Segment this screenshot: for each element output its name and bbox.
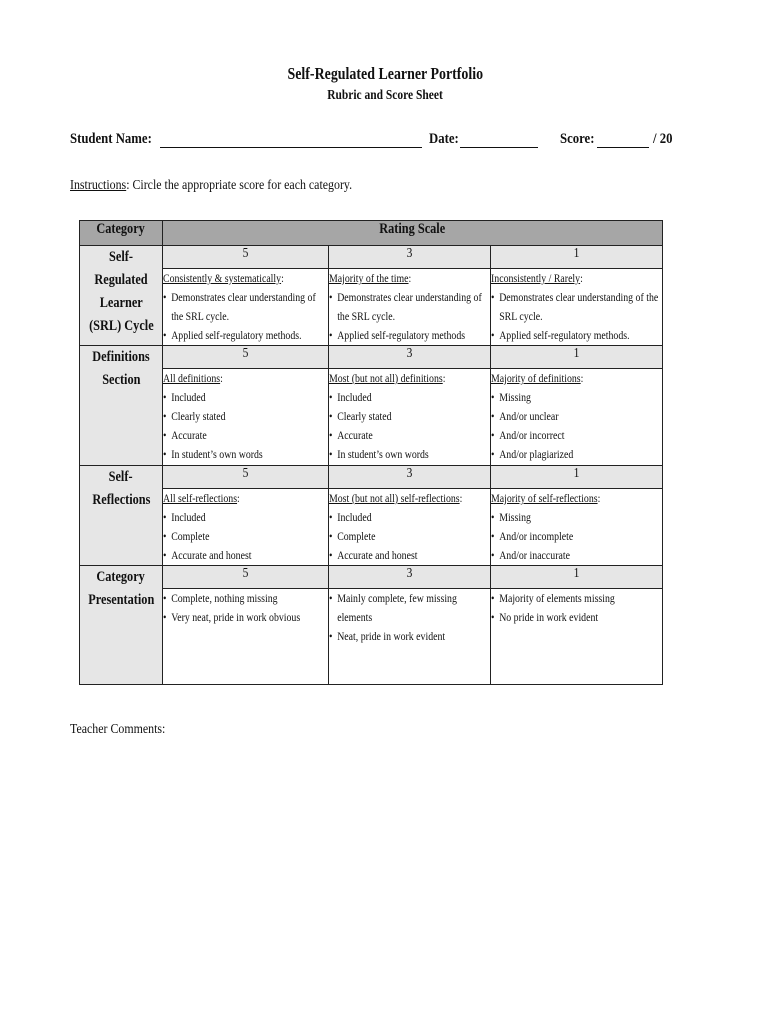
score-value: 1: [573, 466, 580, 481]
score-option[interactable]: [491, 566, 663, 589]
criteria-list: [163, 288, 328, 345]
category-label-line: Section: [101, 372, 141, 388]
criteria-heading: All self-reflections:: [163, 491, 240, 505]
criteria-heading: Inconsistently / Rarely:: [491, 271, 583, 285]
criteria-heading: Majority of self-reflections:: [491, 491, 601, 505]
category-label-line: Presentation: [87, 592, 155, 608]
criteria-heading: Majority of the time:: [329, 271, 412, 285]
score-value: 3: [406, 346, 413, 361]
criteria-item: • Complete: [163, 527, 328, 546]
criteria-item: • And/or incorrect: [491, 426, 662, 445]
category-cell: [80, 466, 163, 566]
criteria-item: • Accurate: [329, 426, 490, 445]
criteria-list: [491, 589, 662, 627]
criteria-item: • Applied self-regulatory methods.: [491, 326, 662, 345]
student-info-fields: [70, 131, 673, 151]
criteria-list: [491, 288, 662, 345]
category-label-line: Self-: [109, 469, 133, 485]
score-option[interactable]: [329, 246, 491, 269]
criteria-item: • Included: [163, 388, 328, 407]
score-value: 5: [242, 246, 249, 261]
score-option[interactable]: [329, 346, 491, 369]
description-row: [80, 489, 663, 566]
criteria-item: • Applied self-regulatory methods.: [163, 326, 328, 345]
criteria-item: • No pride in work evident: [491, 608, 662, 627]
criteria-item: • Complete, nothing missing: [163, 589, 328, 608]
score-value: 3: [406, 246, 413, 261]
criteria-item: • Missing: [491, 388, 662, 407]
criteria-item: • Majority of elements missing: [491, 589, 662, 608]
rubric-table: [79, 220, 663, 685]
score-option[interactable]: [491, 466, 663, 489]
score-value: 5: [242, 466, 249, 481]
criteria-cell: [163, 589, 329, 685]
teacher-comments-label: Teacher Comments:: [70, 722, 166, 737]
criteria-item: • Missing: [491, 508, 662, 527]
criteria-cell: [163, 369, 329, 466]
header-category: Category: [80, 221, 163, 246]
date-label: Date:: [429, 131, 459, 147]
criteria-item: • Demonstrates clear understanding of the SRL cycle.: [163, 288, 328, 326]
score-option[interactable]: [491, 246, 663, 269]
score-value: 5: [242, 346, 249, 361]
criteria-item: • Demonstrates clear understanding of the SRL cycle.: [491, 288, 662, 326]
score-value: 5: [242, 566, 249, 581]
score-value: 1: [573, 346, 580, 361]
criteria-item: • Clearly stated: [329, 407, 490, 426]
score-option[interactable]: [163, 566, 329, 589]
score-option[interactable]: [163, 346, 329, 369]
page-subtitle: Rubric and Score Sheet: [327, 88, 443, 103]
category-cell: [80, 246, 163, 346]
score-row: [80, 246, 663, 269]
criteria-list: [329, 388, 490, 464]
category-label-line: Definitions: [92, 349, 150, 365]
date-field[interactable]: [429, 131, 538, 148]
score-row: [80, 466, 663, 489]
student-name-line[interactable]: [160, 133, 422, 148]
score-option[interactable]: [163, 246, 329, 269]
criteria-item: • Neat, pride in work evident: [329, 627, 490, 646]
criteria-list: [163, 508, 328, 565]
criteria-list: [329, 589, 490, 646]
table-header-row: [80, 221, 663, 246]
score-value: 3: [406, 466, 413, 481]
criteria-item: • And/or inaccurate: [491, 546, 662, 565]
score-field[interactable]: [560, 131, 675, 148]
title-block: [0, 64, 770, 104]
criteria-item: • Very neat, pride in work obvious: [163, 608, 328, 627]
criteria-list: [329, 508, 490, 565]
score-value: 1: [573, 566, 580, 581]
criteria-item: • Accurate: [163, 426, 328, 445]
category-label-line: (SRL) Cycle: [88, 318, 154, 334]
category-label-line: Self-Regulated: [94, 249, 148, 288]
criteria-list: [163, 388, 328, 464]
category-label-line: Category: [96, 569, 146, 585]
score-option[interactable]: [163, 466, 329, 489]
criteria-heading: Majority of definitions:: [491, 371, 584, 385]
category-cell: [80, 566, 163, 685]
criteria-item: • Included: [163, 508, 328, 527]
criteria-item: • Applied self-regulatory methods: [329, 326, 490, 345]
header-rating-scale: Rating Scale: [163, 221, 663, 246]
criteria-list: [491, 388, 662, 464]
score-value: 1: [573, 246, 580, 261]
instructions: [70, 178, 352, 194]
criteria-cell: [163, 489, 329, 566]
criteria-item: • Included: [329, 508, 490, 527]
instructions-text: : Circle the appropriate score for each category.: [126, 178, 353, 193]
criteria-cell: [329, 369, 491, 466]
description-row: [80, 589, 663, 685]
criteria-item: • Demonstrates clear understanding of the SRL cycle.: [329, 288, 490, 326]
criteria-cell: [491, 489, 663, 566]
criteria-item: • Mainly complete, few missing elements: [329, 589, 490, 627]
score-option[interactable]: [329, 566, 491, 589]
criteria-heading: Most (but not all) self-reflections:: [329, 491, 463, 505]
score-option[interactable]: [329, 466, 491, 489]
criteria-cell: [491, 589, 663, 685]
score-line[interactable]: [597, 133, 649, 148]
criteria-list: [491, 508, 662, 565]
description-row: [80, 269, 663, 346]
criteria-heading: Most (but not all) definitions:: [329, 371, 446, 385]
category-label-line: Learner: [99, 295, 143, 311]
criteria-item: • Accurate and honest: [163, 546, 328, 565]
description-row: [80, 369, 663, 466]
criteria-list: [329, 288, 490, 345]
category-label-line: Reflections: [91, 492, 151, 508]
criteria-item: • Complete: [329, 527, 490, 546]
criteria-item: • Included: [329, 388, 490, 407]
criteria-heading: Consistently & systematically:: [163, 271, 284, 285]
score-label: Score:: [560, 131, 595, 147]
score-total: / 20: [652, 131, 673, 147]
criteria-heading: All definitions:: [163, 371, 223, 385]
score-option[interactable]: [491, 346, 663, 369]
criteria-item: • Accurate and honest: [329, 546, 490, 565]
instructions-label: Instructions: [70, 178, 127, 193]
criteria-item: • And/or unclear: [491, 407, 662, 426]
page-title: Self-Regulated Learner Portfolio: [287, 64, 483, 83]
score-row: [80, 566, 663, 589]
criteria-cell: [329, 589, 491, 685]
criteria-list: [163, 589, 328, 627]
criteria-cell: [329, 489, 491, 566]
criteria-cell: [491, 269, 663, 346]
criteria-item: • And/or incomplete: [491, 527, 662, 546]
criteria-cell: [491, 369, 663, 466]
criteria-cell: [163, 269, 329, 346]
date-line[interactable]: [460, 133, 538, 148]
student-name-label: Student Name:: [70, 131, 152, 147]
category-cell: [80, 346, 163, 466]
score-value: 3: [406, 566, 413, 581]
criteria-item: • Clearly stated: [163, 407, 328, 426]
student-name-field[interactable]: [70, 131, 422, 148]
score-row: [80, 346, 663, 369]
criteria-item: • In student’s own words: [329, 445, 490, 464]
criteria-item: • And/or plagiarized: [491, 445, 662, 464]
criteria-item: • In student’s own words: [163, 445, 328, 464]
criteria-cell: [329, 269, 491, 346]
